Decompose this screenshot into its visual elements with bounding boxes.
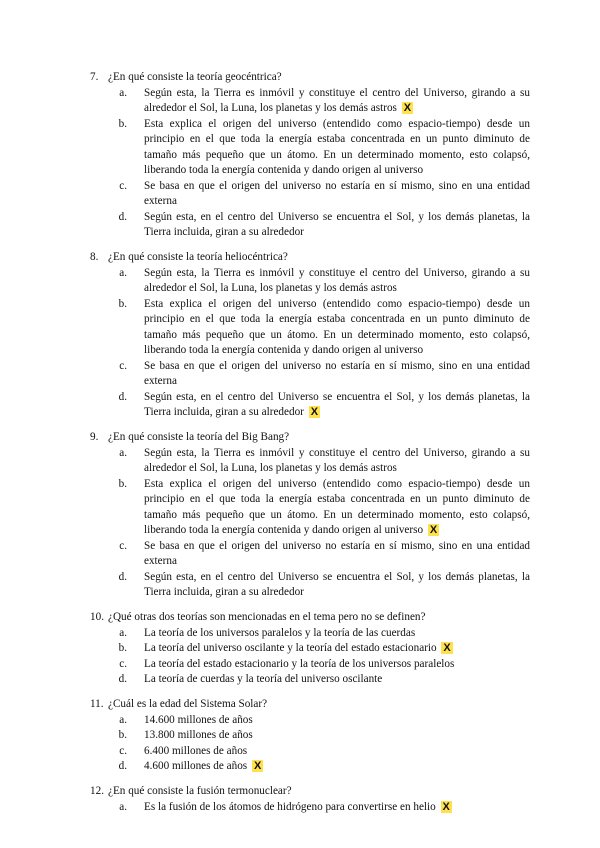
option-item	[90, 713, 530, 729]
question-11	[90, 697, 530, 775]
option-text-block	[144, 266, 530, 297]
option-item	[90, 477, 530, 539]
option-text: 13.800 millones de años	[144, 729, 253, 741]
answer-mark-highlight: X	[253, 760, 262, 772]
option-item	[90, 539, 530, 570]
question-number: 7.	[90, 71, 99, 83]
question-number: 8.	[90, 251, 99, 263]
question-line	[90, 70, 530, 86]
option-item	[90, 728, 530, 744]
option-text-block	[144, 626, 530, 642]
option-text: Según esta, en el centro del Universo se encuentra el Sol, y los demás planetas, la Tierra incluida, giran a su alrededor	[144, 210, 530, 238]
option-item	[90, 210, 530, 241]
option-letter: a.	[119, 86, 127, 99]
question-number: 9.	[90, 431, 99, 443]
question-number: 12.	[90, 785, 104, 797]
option-text: 6.400 millones de años	[144, 744, 248, 757]
option-letter: d.	[118, 673, 127, 685]
option-text-block	[144, 477, 530, 539]
option-item	[90, 86, 530, 117]
answer-mark-highlight: X	[443, 642, 451, 654]
option-text-block	[144, 297, 530, 359]
option-item	[90, 657, 530, 673]
question-line	[90, 697, 530, 713]
option-item	[90, 641, 530, 657]
option-item	[90, 570, 530, 601]
question-10	[90, 610, 530, 688]
option-item	[90, 359, 530, 390]
answer-mark-highlight: X	[429, 524, 438, 536]
option-letter: b.	[118, 642, 127, 654]
option-letter: a.	[119, 446, 127, 459]
option-text-block	[144, 759, 530, 775]
option-text-block	[144, 744, 530, 760]
option-item	[90, 297, 530, 359]
option-list	[90, 446, 530, 601]
option-letter: a.	[119, 266, 127, 279]
option-item	[90, 446, 530, 477]
answer-mark-highlight: X	[442, 800, 450, 813]
option-text: Según esta, la Tierra es inmóvil y constituye el centro del Universo, girando a su alrededor el Sol, la Luna, los planetas y los demás astros	[144, 266, 530, 294]
question-list	[90, 70, 530, 825]
option-text-block	[144, 672, 530, 688]
option-text-block	[144, 359, 530, 390]
option-letter: d.	[118, 760, 127, 772]
option-letter: a.	[119, 626, 127, 639]
question-line	[90, 610, 530, 626]
option-text-block	[144, 641, 530, 657]
option-item	[90, 759, 530, 775]
option-text: Según esta, en el centro del Universo se encuentra el Sol, y los demás planetas, la Tierra incluida, giran a su alrededor	[144, 390, 530, 418]
option-list	[90, 266, 530, 421]
question-number: 11.	[90, 698, 104, 710]
option-letter: a.	[119, 800, 127, 813]
option-item	[90, 626, 530, 642]
question-7	[90, 70, 530, 241]
option-text: Se basa en que el origen del universo no estaría en sí mismo, sino en una entidad externa	[144, 179, 530, 207]
option-text-block	[144, 713, 530, 729]
option-text: La teoría del estado estacionario y la teoría de los universos paralelos	[144, 657, 455, 670]
option-text: La teoría del universo oscilante y la teoría del estado estacionario	[144, 642, 437, 654]
option-text-block	[144, 446, 530, 477]
option-letter: b.	[118, 729, 127, 741]
option-letter: b.	[118, 117, 127, 130]
option-text-block	[144, 539, 530, 570]
option-text-block	[144, 179, 530, 210]
option-text: Se basa en que el origen del universo no estaría en sí mismo, sino en una entidad externa	[144, 359, 530, 387]
question-text: ¿En qué consiste la teoría del Big Bang?	[108, 431, 290, 443]
option-item	[90, 672, 530, 688]
option-text: 4.600 millones de años	[144, 760, 248, 772]
option-text: Según esta, la Tierra es inmóvil y constituye el centro del Universo, girando a su alrededor el Sol, la Luna, los planetas y los demás astros	[144, 446, 530, 474]
option-letter: d.	[118, 390, 127, 403]
option-list	[90, 626, 530, 688]
option-text-block	[144, 210, 530, 241]
question-number: 10.	[90, 611, 104, 623]
option-text: 14.600 millones de años	[144, 713, 253, 726]
question-text: ¿En qué consiste la teoría geocéntrica?	[108, 71, 282, 83]
option-text: Es la fusión de los átomos de hidrógeno para convertirse en helio	[144, 800, 436, 813]
option-text-block	[144, 390, 530, 421]
option-text: Esta explica el origen del universo (entendido como espacio-tiempo) desde un principio en el que toda la energía estaba concentrada en un punto diminuto de tamaño más pequeño que un átomo. En un determinado momento, esto colapsó, liberando toda la energía contenida y dando origen al universo	[144, 297, 530, 356]
option-text: Según esta, la Tierra es inmóvil y constituye el centro del Universo, girando a su alrededor el Sol, la Luna, los planetas y los demás astros	[144, 86, 530, 114]
question-line	[90, 250, 530, 266]
option-letter: c.	[119, 179, 127, 192]
question-text: ¿Qué otras dos teorías son mencionadas en el tema pero no se definen?	[108, 611, 426, 623]
option-text-block	[144, 657, 530, 673]
question-line	[90, 430, 530, 446]
question-12	[90, 784, 530, 815]
option-item	[90, 800, 530, 816]
option-text-block	[144, 728, 530, 744]
option-list	[90, 86, 530, 241]
option-text-block	[144, 86, 530, 117]
option-item	[90, 744, 530, 760]
option-text: La teoría de los universos paralelos y la teoría de las cuerdas	[144, 626, 416, 639]
option-letter: c.	[119, 657, 127, 670]
option-text-block	[144, 570, 530, 601]
option-item	[90, 179, 530, 210]
option-text-block	[144, 117, 530, 179]
option-letter: c.	[119, 744, 127, 757]
option-text: Esta explica el origen del universo (entendido como espacio-tiempo) desde un principio en el que toda la energía estaba concentrada en un punto diminuto de tamaño más pequeño que un átomo. En un determinado momento, esto colapsó, liberando toda la energía contenida y dando origen al universo	[144, 117, 530, 176]
option-text: La teoría de cuerdas y la teoría del universo oscilante	[144, 673, 383, 685]
option-list	[90, 713, 530, 775]
option-letter: c.	[119, 539, 127, 552]
option-letter: d.	[118, 570, 127, 583]
option-item	[90, 390, 530, 421]
option-text: Esta explica el origen del universo (entendido como espacio-tiempo) desde un principio en el que toda la energía estaba concentrada en un punto diminuto de tamaño más pequeño que un átomo. En un determinado momento, esto colapsó, liberando toda la energía contenida y dando origen al universo	[144, 477, 530, 536]
question-text: ¿En qué consiste la teoría heliocéntrica?	[108, 251, 288, 263]
option-letter: c.	[119, 359, 127, 372]
question-8	[90, 250, 530, 421]
option-item	[90, 266, 530, 297]
option-list	[90, 800, 530, 816]
question-9	[90, 430, 530, 601]
question-line	[90, 784, 530, 800]
option-letter: d.	[118, 210, 127, 223]
answer-mark-highlight: X	[403, 102, 412, 114]
option-text-block	[144, 800, 530, 816]
question-text: ¿Cuál es la edad del Sistema Solar?	[108, 698, 268, 710]
option-letter: a.	[119, 713, 127, 726]
option-letter: b.	[118, 477, 127, 490]
option-text: Según esta, en el centro del Universo se encuentra el Sol, y los demás planetas, la Tierra incluida, giran a su alrededor	[144, 570, 530, 598]
option-letter: b.	[118, 297, 127, 310]
option-item	[90, 117, 530, 179]
question-text: ¿En qué consiste la fusión termonuclear?	[108, 785, 292, 797]
option-text: Se basa en que el origen del universo no estaría en sí mismo, sino en una entidad externa	[144, 539, 530, 567]
answer-mark-highlight: X	[310, 406, 319, 418]
